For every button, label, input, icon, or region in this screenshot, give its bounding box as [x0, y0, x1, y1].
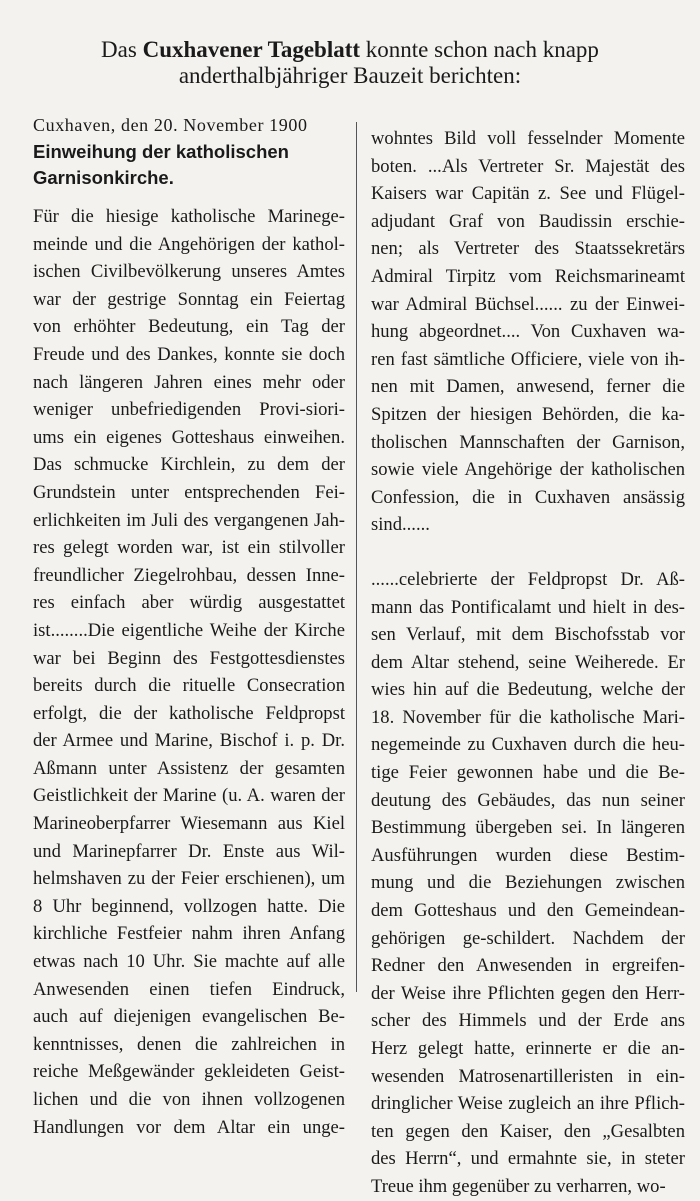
text-line: 8 Uhr beginnend, vollzogen hatte. Die	[33, 895, 345, 917]
text-line: wohntes Bild voll fesselnder Momente	[371, 128, 685, 149]
text-line: adjudant Graf von Baudissin erschie-	[371, 210, 685, 232]
article-body-left	[33, 203, 345, 1141]
text-line: helmshaven zu der Feier erschienen), um	[33, 868, 345, 890]
text-line: von erhöhter Bedeutung, ein Tag der	[33, 316, 345, 338]
text-line: 18. November für die katholische Mari-	[371, 706, 685, 728]
text-line: Ausführungen wurden diese Bestim-	[371, 844, 685, 866]
text-line: ......celebrierte der Feldpropst Dr. Aß-	[371, 568, 685, 590]
text-line: nach längeren Jahren eines mehr oder	[33, 371, 345, 393]
article-title-line: Einweihung der katholischen	[33, 141, 289, 162]
text-line: ischen Civilbevölkerung unseres Amtes	[33, 261, 345, 283]
paragraph-gap	[371, 539, 685, 553]
text-line: res gelegt worden war, ist ein stilvoller	[33, 537, 345, 559]
text-line: dem Gotteshaus und den Gemeindean-	[371, 900, 685, 922]
text-line: bereits durch die rituelle Consecration	[33, 675, 345, 697]
text-line: Spitzen der hiesigen Behörden, die ka-	[371, 403, 685, 425]
text-line: des Herrn“, und ermahnte sie, in steter	[371, 1148, 685, 1170]
article-title-line: Garnisonkirche.	[33, 167, 174, 188]
text-line: Aßmann unter Assistenz der gesamten	[33, 757, 345, 779]
text-line: wies hin auf die Bedeutung, welche der	[371, 679, 685, 701]
article-column-right	[371, 112, 685, 1201]
text-line: sind......	[371, 514, 430, 536]
text-line: der Armee und Marine, Bischof i. p. Dr.	[33, 730, 345, 752]
text-line: war der gestrige Sonntag ein Feiertag	[33, 288, 345, 310]
text-line: tholischen Mannschaften der Garnison,	[371, 431, 685, 453]
text-line: Admiral Tirpitz vom Reichsmarineamt	[371, 265, 685, 287]
text-line: sowie viele Angehörige der katholischen	[371, 459, 685, 481]
text-line: ten gegen den Kaiser, den „Gesalbten	[371, 1120, 685, 1142]
text-line: gehörigen ge-schildert. Nachdem der	[371, 927, 685, 949]
headline-prefix: Das	[101, 37, 143, 62]
headline-line-1	[40, 37, 660, 63]
text-line: ist........Die eigentliche Weihe der Kirche	[33, 619, 345, 641]
article-column-left	[33, 112, 345, 1141]
headline-suffix: konnte schon nach knapp	[360, 37, 599, 62]
text-line: Für die hiesige katholische Marinege-	[33, 206, 345, 227]
text-line: boten. ...Als Vertreter Sr. Majestät des	[371, 155, 685, 177]
text-line: etwas nach 10 Uhr. Sie machte auf alle	[33, 951, 345, 973]
text-line: Herz gelegt hatte, erinnerte er die an-	[371, 1038, 685, 1059]
headline-line-2: anderthalbjähriger Bauzeit berichten:	[178, 63, 522, 88]
text-line: weniger unbefriedigenden Provi-siori-	[33, 399, 345, 421]
text-line: nen; als Vertreter des Staatssekretärs	[371, 238, 685, 260]
text-line: Anwesenden einen tiefen Eindruck,	[33, 978, 345, 1000]
text-line: freundlicher Ziegelrohbau, dessen Inne-	[33, 564, 345, 586]
text-line: auch auf diejenigen evangelischen Be-	[33, 1006, 345, 1028]
article-paragraph-1	[371, 125, 685, 539]
text-line: erlichkeiten im Juli des vergangenen Jah-	[33, 509, 345, 531]
text-line: res einfach aber würdig ausgestattet	[33, 592, 345, 614]
text-line: ren fast sämtliche Officiere, viele von ih-	[371, 348, 685, 370]
article-dateline: Cuxhaven, den 20. November 1900	[33, 115, 308, 135]
text-line: und Marinepfarrer Dr. Enste aus Wil-	[33, 840, 345, 862]
text-line: Kaisers war Capitän z. See und Flügel-	[371, 183, 685, 205]
column-divider	[356, 122, 357, 992]
text-line: wesenden Matrosenartilleristen in ein-	[371, 1065, 685, 1087]
text-line: war Admiral Büchsel...... zu der Einwei-	[371, 293, 685, 315]
page-headline	[40, 37, 660, 89]
text-line: scher des Himmels und der Erde ans	[371, 1010, 685, 1032]
text-line: Redner den Anwesenden in ergreifen-	[371, 955, 685, 977]
text-line: erfolgt, die der katholische Feldpropst	[33, 702, 345, 724]
text-line: Geistlichkeit der Marine (u. A. waren der	[33, 785, 345, 807]
text-line: Handlungen vor dem Altar ein unge-	[33, 1116, 345, 1138]
text-line: deutung des Gebäudes, das nun seiner	[371, 789, 685, 811]
text-line: der Weise ihre Pflichten gegen den Herr-	[371, 982, 685, 1004]
text-line: tige Feier gewonnen habe und die Be-	[371, 762, 685, 784]
text-line: Das schmucke Kirchlein, zu dem der	[33, 454, 345, 476]
text-line: dem Altar stehend, seine Weiherede. Er	[371, 651, 685, 673]
text-line: reiche Meßgewänder gekleideten Geist-	[33, 1061, 345, 1083]
text-line: mung und die Beziehungen zwischen	[371, 872, 685, 894]
text-line: war bei Beginn des Festgottesdienstes	[33, 647, 345, 669]
text-line: Freude und des Dankes, konnte sie doch	[33, 343, 345, 365]
article-title	[33, 139, 345, 191]
text-line: dringlicher Weise zugleich an ihre Pflich-	[371, 1093, 685, 1115]
text-line: kirchliche Festfeier nahm ihren Anfang	[33, 923, 345, 945]
headline-newspaper-name: Cuxhavener Tageblatt	[142, 37, 361, 62]
article-paragraph-2	[371, 566, 685, 1201]
text-line: hung abgeordnet.... Von Cuxhaven wa-	[371, 321, 685, 343]
text-line: mann das Pontificalamt und hielt in des-	[371, 596, 685, 618]
text-line: Treue ihm gegenüber zu verharren, wo-	[371, 1175, 666, 1197]
text-line: lichen und die von ihnen vollzogenen	[33, 1089, 345, 1110]
text-line: meinde und die Angehörigen der kathol-	[33, 233, 345, 255]
text-line: ums ein eigenes Gotteshaus einweihen.	[33, 426, 345, 448]
text-line: Grundstein unter entsprechenden Fei-	[33, 481, 345, 503]
text-line: Bestimmung übergeben sei. In längeren	[371, 817, 685, 839]
text-line: sen Verlauf, mit dem Bischofsstab vor	[371, 624, 685, 646]
text-line: nen mit Damen, anwesend, ferner die	[371, 376, 685, 398]
text-line: negemeinde zu Cuxhaven durch die heu-	[371, 734, 685, 756]
text-line: kenntnisses, denen die zahlreichen in	[33, 1033, 345, 1055]
text-line: Confession, die in Cuxhaven ansässig	[371, 486, 685, 508]
text-line: Marineoberpfarrer Wiesemann aus Kiel	[33, 813, 345, 835]
